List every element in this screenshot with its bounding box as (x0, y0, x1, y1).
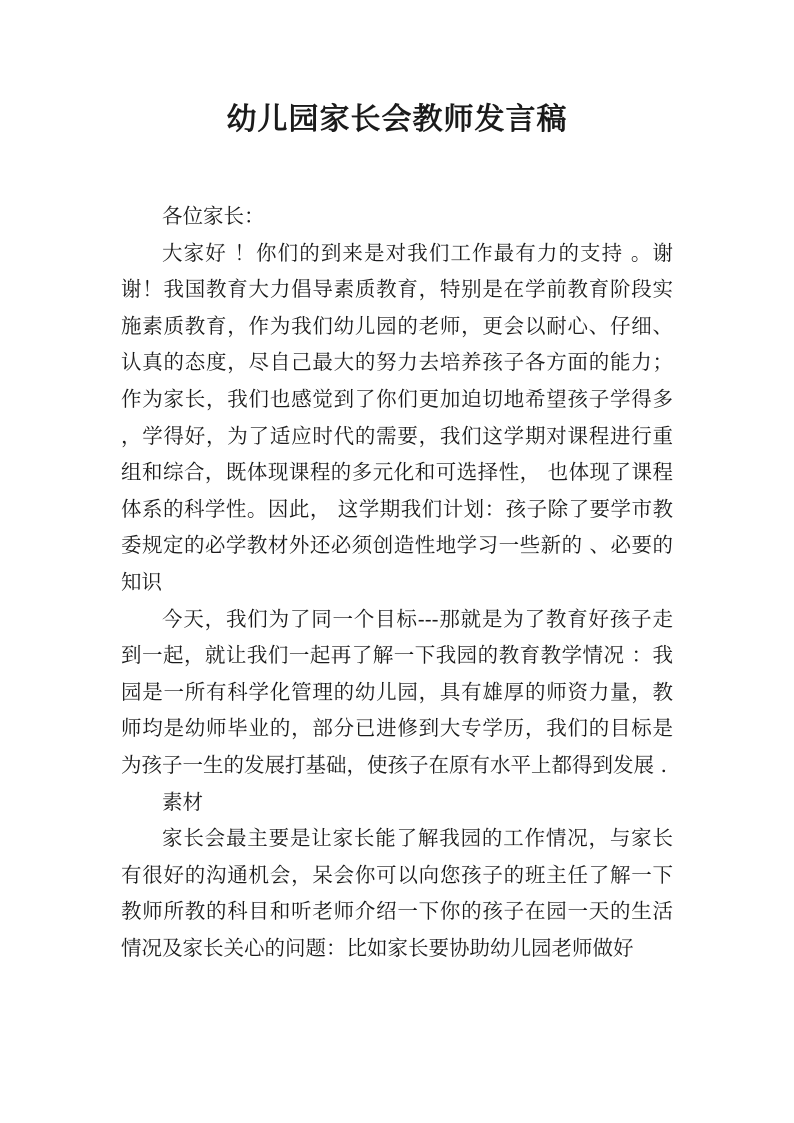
paragraph-1: 大家好 ！你们的到来是对我们工作最有力的支持 。谢谢！我国教育大力倡导素质教育，特别是在学前教育阶段实施素质教育，作为我们幼儿园的老师，更会以耐心、仔细、认真的态度，尽自己最大的努力去培养孩子各方面的能力；作为家长，我们也感觉到了你们更加迫切地希望孩子学得多 ，学得好，为了适应时代的需要，我们这学期对课程进行重组和综合，既体现课程的多元化和可选择性， 也体现了课程体系的科学性。因此， 这学期我们计划：孩子除了要学市教委规定的必学教材外还必须创造性地学习一些新的 、必要的知识 (121, 240, 673, 594)
greeting: 各位家长： (162, 204, 265, 228)
document-title: 幼儿园家长会教师发言稿 (226, 102, 568, 137)
document-body (121, 198, 673, 966)
paragraph-2: 今天，我们为了同一个目标---那就是为了教育好孩子走到一起，就让我们一起再了解一下我园的教育教学情况 ：我园是一所有科学化管理的幼儿园，具有雄厚的师资力量，教师均是幼师毕业的，部分已进修到大专学历，我们的目标是为孩子一生的发展打基础，使孩子在原有水平上都得到发展 . (121, 606, 673, 777)
section-label: 素材 (162, 789, 203, 814)
section-paragraph: 家长会最主要是让家长能了解我园的工作情况，与家长有很好的沟通机会，呆会你可以向您孩子的班主任了解一下教师所教的科目和听老师介绍一下你的孩子在园一天的生活情况及家长关心的问题：比如家长要协助幼儿园老师做好 (121, 826, 673, 960)
